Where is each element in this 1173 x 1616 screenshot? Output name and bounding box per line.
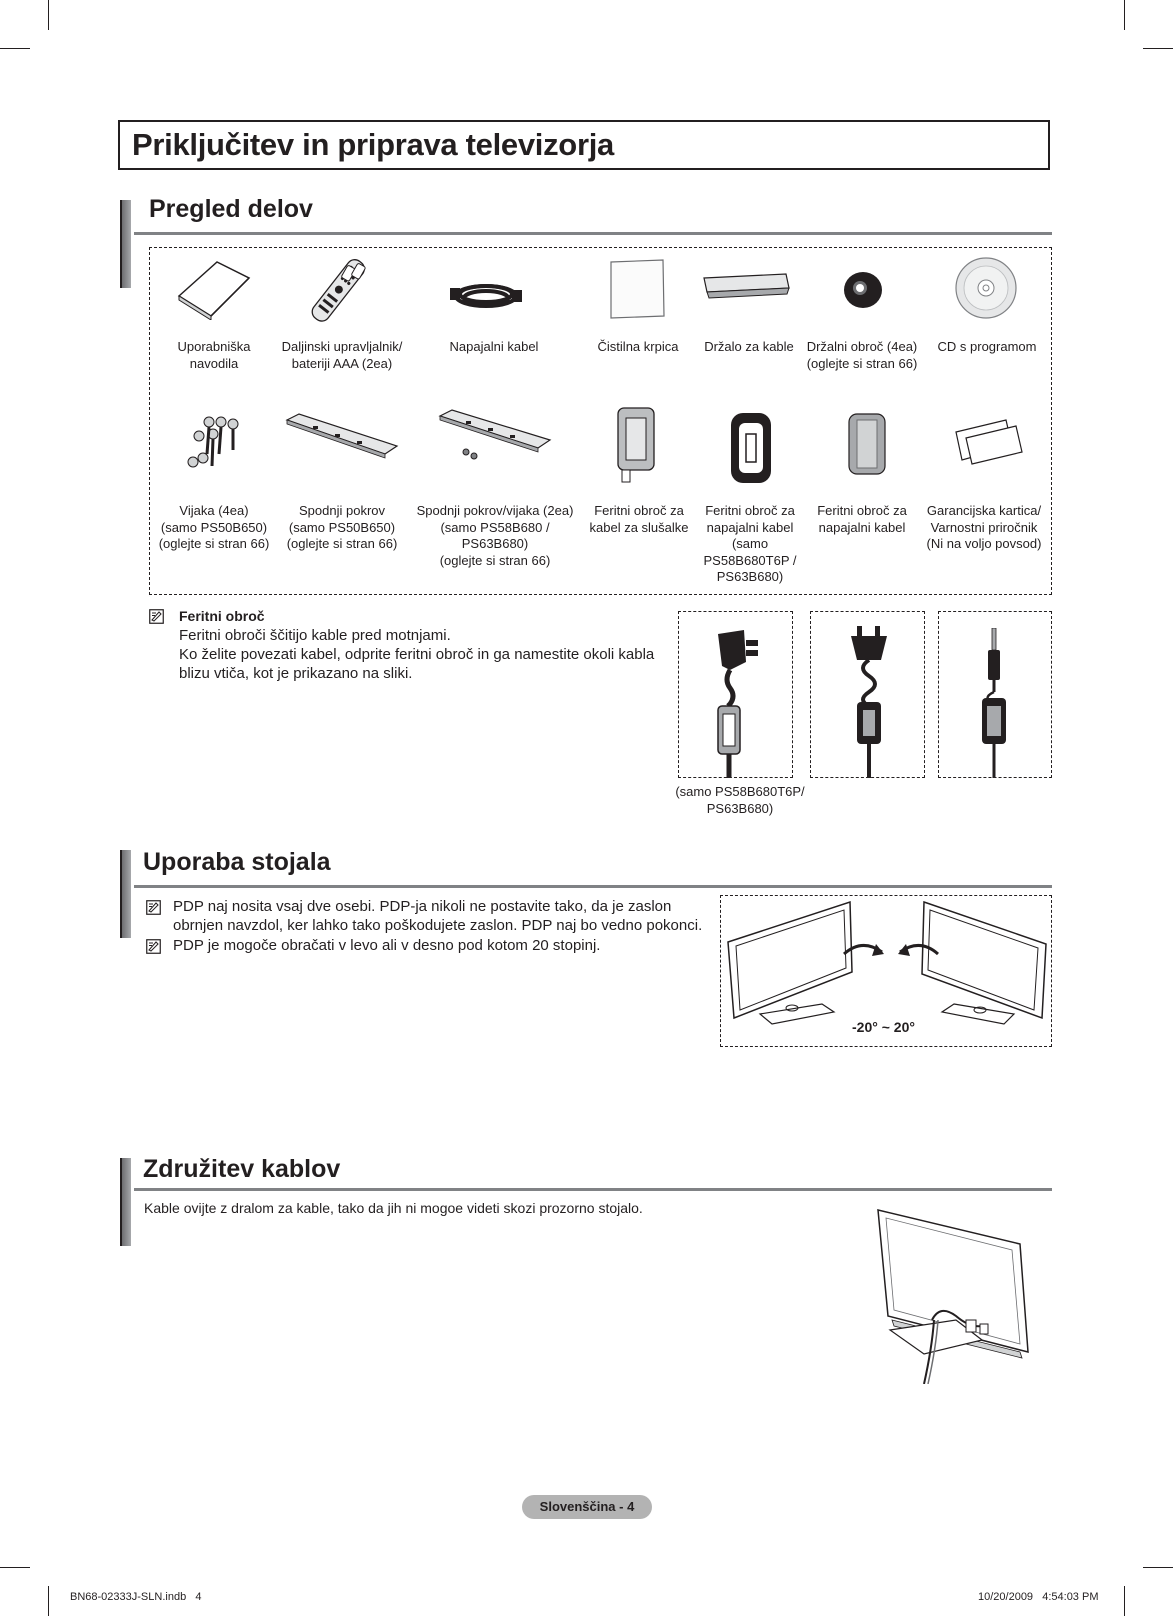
part-caption: Napajalni kabel: [449, 339, 539, 354]
part-caption: Garancijska kartica/ Varnostni priročnik (Ni na voljo povsod): [926, 503, 1042, 551]
holder-ring-icon: [840, 268, 886, 310]
section-bar: [120, 1158, 131, 1246]
part-caption: CD s programom: [937, 339, 1037, 354]
ferrite-note-text: Feritni obroči ščitijo kable pred motnjami. Ko želite povezati kabel, odprite feritni obroč in ga namestite okoli kabla blizu vtiča, kot je prikazano na sliki.: [179, 627, 655, 682]
ferrite-note-heading: Feritni obroč: [179, 608, 265, 624]
cables-text: Kable ovijte z dralom za kable, tako da jih ni mogoe videti skozi prozorno stojalo.: [144, 1200, 643, 1216]
section-rule: [134, 1188, 1052, 1191]
ferrite-power-large-icon: [728, 410, 774, 486]
bottom-cover-icon: [285, 410, 400, 460]
remote-icon: [300, 258, 390, 328]
date-slug: 10/20/2009 4:54:03 PM: [978, 1591, 1099, 1603]
note-icon: [146, 939, 161, 954]
file-slug: BN68-02333J-SLN.indb 4: [70, 1591, 202, 1603]
rotate-left-arrow-icon: [840, 940, 886, 968]
ferrite-headphone-icon: [612, 404, 660, 484]
crop-mark: [1124, 1586, 1125, 1616]
ferrite-headphone-jack-illustration: [975, 628, 1015, 778]
part-caption: Feritni obroč za napajalni kabel (samo PS58B680T6P / PS63B680): [703, 503, 797, 584]
cleaning-cloth-icon: [607, 258, 667, 320]
screws-icon: [185, 414, 249, 474]
part-caption: Spodnji pokrov (samo PS50B650) (oglejte si stran 66): [286, 503, 398, 551]
stand-note: PDP je mogoče obračati v levo ali v desno pod kotom 20 stopinj.: [173, 937, 601, 954]
swivel-angle-label: -20° ~ 20°: [852, 1019, 915, 1035]
rotate-right-arrow-icon: [896, 940, 942, 968]
note-icon: [146, 900, 161, 915]
bottom-cover-screws-icon: [438, 406, 553, 462]
cd-icon: [954, 256, 1018, 320]
note-icon: [149, 609, 164, 624]
manual-icon: [173, 258, 253, 320]
page-number-badge: Slovenščina - 4: [522, 1495, 652, 1519]
part-caption: Feritni obroč za kabel za slušalke: [589, 503, 689, 535]
part-caption: Čistilna krpica: [597, 339, 679, 354]
crop-mark: [48, 1586, 49, 1616]
crop-mark: [0, 48, 30, 49]
cable-holder-icon: [701, 270, 791, 300]
page-title: Priključitev in priprava televizorja: [132, 127, 614, 162]
part-caption: Vijaka (4ea) (samo PS50B650) (oglejte si stran 66): [158, 503, 270, 551]
ferrite-caption: (samo PS58B680T6P/ PS63B680): [675, 784, 805, 816]
ferrite-plug-straight-illustration: [847, 626, 891, 778]
tv-rear-cable-illustration: [870, 1208, 1034, 1384]
section-rule: [134, 232, 1052, 235]
ferrite-power-icon: [845, 410, 889, 480]
section-title-cables: Združitev kablov: [143, 1155, 341, 1183]
warranty-card-icon: [952, 416, 1026, 466]
section-bar: [120, 200, 131, 288]
crop-mark: [0, 1567, 30, 1568]
page-title-box: [118, 120, 1050, 170]
part-caption: Držalni obroč (4ea) (oglejte si stran 66): [806, 339, 918, 371]
tv-swivel-left-illustration: [726, 900, 856, 1026]
stand-note: PDP naj nosita vsaj dve osebi. PDP-ja nikoli ne postavite tako, da je zaslon obrnjen navzdol, ker lahko tako poškodujete zaslon. PDP naj bo vedno pokonci.: [173, 898, 703, 934]
section-bar: [120, 850, 131, 938]
part-caption: Uporabniška navodila: [177, 339, 251, 371]
section-title-parts: Pregled delov: [149, 195, 313, 223]
part-caption: Spodnji pokrov/vijaka (2ea) (samo PS58B680 / PS63B680) (oglejte si stran 66): [416, 503, 574, 568]
crop-mark: [1143, 1567, 1173, 1568]
part-caption: Feritni obroč za napajalni kabel: [817, 503, 907, 535]
ferrite-plug-angled-illustration: [708, 626, 768, 778]
power-cord-icon: [446, 272, 526, 316]
section-rule: [134, 885, 1052, 888]
part-caption: Daljinski upravljalnik/ bateriji AAA (2ea): [281, 339, 403, 371]
crop-mark: [48, 0, 49, 30]
section-title-stand: Uporaba stojala: [143, 848, 331, 876]
crop-mark: [1143, 48, 1173, 49]
part-caption: Držalo za kable: [704, 339, 794, 354]
crop-mark: [1124, 0, 1125, 30]
